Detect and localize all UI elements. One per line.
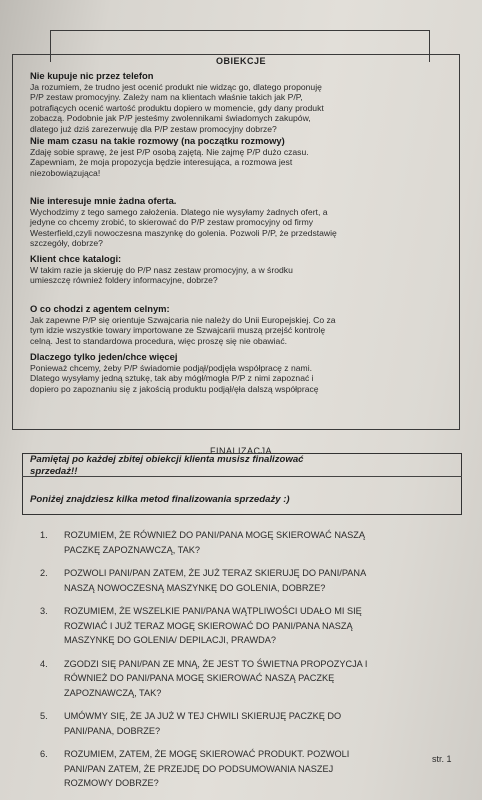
objection-text: Zdaję sobie sprawę, że jest P/P osobą zajętą. Nie zajmę P/P dużo czasu. Zapewniam, że moja propozycja będzie interesująca, a rozmowa jest niezobowiązująca! bbox=[30, 146, 309, 178]
objection-heading: Nie kupuje nic przez telefon bbox=[30, 70, 154, 81]
finalization-title: FINALIZACJA bbox=[209, 446, 272, 456]
objection-section bbox=[30, 304, 455, 346]
objection-text: W takim razie ja skieruję do P/P nasz zestaw promocyjny, a w środku umieszczę również foldery informacyjne, dobrze? bbox=[30, 264, 293, 286]
list-item bbox=[40, 747, 460, 791]
objection-section bbox=[30, 352, 455, 394]
objections-title: OBIEKCJE bbox=[215, 56, 266, 66]
finalization-intro: Poniżej znajdziesz kilka metod finalizowania sprzedaży :) bbox=[30, 494, 290, 505]
list-number: 2. bbox=[40, 568, 48, 578]
list-text: ROZUMIEM, ZATEM, ŻE MOGĘ SKIEROWAĆ PRODUKT. POZWOLI PANI/PAN ZATEM, ŻE PRZEJDĘ DO PODSUMOWANIA NASZEJ ROZMOWY DOBRZE? bbox=[64, 749, 350, 788]
objection-text: Ja rozumiem, że trudno jest ocenić produkt nie widząc go, dlatego proponuję P/P zestaw promocyjny. Zależy nam na klientach właśnie takich jak P/P, potrafiących ocenić wartość produktu dopiero w momencie, gdy dany produkt zobaczą. Podobnie jak P/P jesteśmy zwolennikami świadomych zakupów, dlatego już dziś zarezerwuję dla P/P zestaw promocyjny dobrze? bbox=[30, 81, 324, 134]
list-number: 6. bbox=[40, 749, 48, 759]
objection-text: Ponieważ chcemy, żeby P/P świadomie podjął/podjęła współpracę z nami. Dlatego wysyłamy jedną sztukę, tak aby mógł/mogła P/P z nimi zapoznać i dopiero po zapoznaniu się z jakością produktu podjął/ęła dalszą współpracę bbox=[30, 362, 319, 394]
list-number: 5. bbox=[40, 711, 48, 721]
objection-section bbox=[30, 71, 455, 135]
objection-section bbox=[30, 254, 455, 286]
finalization-reminder: Pamiętaj po każdej zbitej obiekcji klienta musisz finalizować sprzedaż!! bbox=[30, 454, 304, 477]
objection-heading: Dlaczego tylko jeden/chce więcej bbox=[30, 351, 178, 362]
list-number: 3. bbox=[40, 606, 48, 616]
list-number: 1. bbox=[40, 530, 48, 540]
list-item bbox=[40, 657, 460, 701]
list-item bbox=[40, 528, 460, 557]
list-item bbox=[40, 604, 460, 648]
list-text: ZGODZI SIĘ PANI/PAN ZE MNĄ, ŻE JEST TO ŚWIETNA PROPOZYCJA I RÓWNIEŻ DO PANI/PANA MOGĘ SKIEROWAĆ NASZĄ PACZKĘ ZAPOZNAWCZĄ, TAK? bbox=[64, 658, 368, 698]
list-text: ROZUMIEM, ŻE WSZELKIE PANI/PANA WĄTPLIWOŚCI UDAŁO MI SIĘ ROZWIAĆ I JUŻ TERAZ MOGĘ SKIEROWAĆ DO PANI/PANA NASZĄ MASZYNKĘ DO GOLENIA/ DEPILACJI, PRAWDA? bbox=[64, 606, 362, 645]
list-item bbox=[40, 566, 460, 595]
finalization-methods-list bbox=[40, 528, 460, 800]
list-number: 4. bbox=[40, 658, 48, 669]
objection-text: Wychodzimy z tego samego założenia. Dlatego nie wysyłamy żadnych ofert, a jedyne co chcemy zrobić, to skierować do P/P zestaw promocyjny od firmy Westerfield,czyli nowoczesna maszynkę do golenia. Pozwoli P/P, że przedstawię szczegóły, dobrze? bbox=[30, 206, 337, 249]
list-text: POZWOLI PANI/PAN ZATEM, ŻE JUŻ TERAZ SKIERUJĘ DO PANI/PANA NASZĄ NOWOCZESNĄ MASZYNKĘ DO GOLENIA, DOBRZE? bbox=[64, 568, 367, 593]
objection-section bbox=[30, 196, 455, 249]
objection-section bbox=[30, 136, 455, 178]
objection-heading: Nie interesuje mnie żadna oferta. bbox=[30, 195, 177, 206]
list-item bbox=[40, 709, 460, 738]
objection-text: Jak zapewne P/P się orientuje Szwajcaria nie należy do Unii Europejskiej. Co za tym idzie wszystkie towary importowane ze Szwajcarii muszą przejść kontrolę celną. Jest to standardowa procedura, więc proszę się nie obawiać. bbox=[30, 314, 336, 346]
page-number: str. 1 bbox=[432, 754, 452, 764]
list-text: UMÓWMY SIĘ, ŻE JA JUŻ W TEJ CHWILI SKIERUJĘ PACZKĘ DO PANI/PANA, DOBRZE? bbox=[64, 711, 342, 736]
objection-heading: Klient chce katalogi: bbox=[30, 253, 122, 264]
objection-heading: Nie mam czasu na takie rozmowy (na początku rozmowy) bbox=[30, 135, 285, 146]
objection-heading: O co chodzi z agentem celnym: bbox=[30, 303, 170, 314]
list-text: ROZUMIEM, ŻE RÓWNIEŻ DO PANI/PANA MOGĘ SKIEROWAĆ NASZĄ PACZKĘ ZAPOZNAWCZĄ, TAK? bbox=[64, 530, 365, 555]
